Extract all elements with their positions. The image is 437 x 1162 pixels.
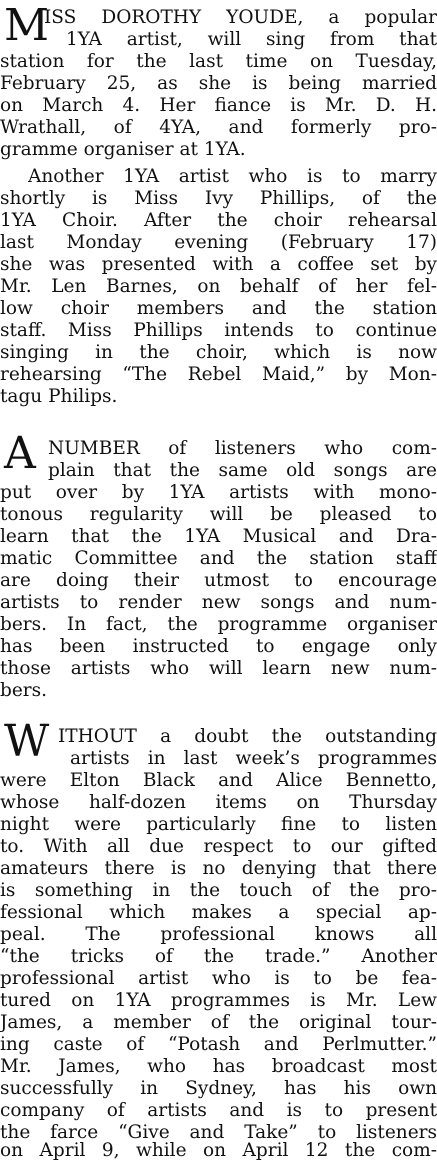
- article-line: company of artists and is to present: [0, 1100, 437, 1121]
- article-line: tagu Philips.: [0, 386, 118, 407]
- article-line: were Elton Black and Alice Bennetto,: [0, 770, 437, 791]
- article-line: whose half-dozen items on Thursday: [0, 792, 437, 813]
- article-line: on April 9, while on April 12 the com-: [0, 1140, 437, 1161]
- article-line: February 25, as she is being married: [0, 73, 437, 94]
- article-line: bers. In fact, the programme organiser: [0, 614, 437, 635]
- article-line: ing caste of “Potash and Perlmutter.”: [0, 1034, 437, 1055]
- article-line: learn that the 1YA Musical and Dra-: [0, 526, 437, 547]
- drop-cap: W: [4, 716, 50, 767]
- article-line: last Monday evening (February 17): [0, 232, 437, 253]
- article-line: on March 4. Her fiance is Mr. D. H.: [0, 95, 437, 116]
- article-line: ITHOUT a doubt the outstanding: [58, 726, 437, 747]
- article-line: Mr. James, who has broadcast most: [0, 1056, 437, 1077]
- article-line: fessional which makes a special ap-: [0, 902, 437, 923]
- article-line: NUMBER of listeners who com-: [48, 438, 437, 459]
- article-line: staff. Miss Phillips intends to continue: [0, 320, 437, 341]
- article-line: James, a member of the original tour-: [0, 1012, 437, 1033]
- article-line: successfully in Sydney, has his own: [0, 1078, 437, 1099]
- article-line: station for the last time on Tuesday,: [0, 51, 437, 72]
- article-line: peal. The professional knows all: [0, 924, 437, 945]
- article-line: artists to render new songs and num-: [0, 592, 437, 613]
- drop-cap: A: [4, 428, 36, 479]
- article-line: low choir members and the station: [0, 298, 437, 319]
- article-line: 1YA artist, will sing from that: [66, 29, 437, 50]
- article-line: night were particularly fine to listen: [0, 814, 437, 835]
- article-line: plain that the same old songs are: [48, 460, 437, 481]
- article-line: 1YA Choir. After the choir rehearsal: [0, 210, 437, 231]
- article-line: Another 1YA artist who is to marry: [28, 166, 437, 187]
- article-line: ISS DOROTHY YOUDE, a popular: [44, 7, 437, 28]
- article-line: singing in the choir, which is now: [0, 342, 437, 363]
- article-line: tonous regularity will be pleased to: [0, 504, 437, 525]
- article-line: to. With all due respect to our gifted: [0, 836, 437, 857]
- drop-cap: M: [4, 0, 50, 51]
- article-line: artists in last week’s programmes: [70, 748, 437, 769]
- article-line: shortly is Miss Ivy Phillips, of the: [0, 188, 437, 209]
- article-line: matic Committee and the station staff: [0, 548, 437, 569]
- article-line: are doing their utmost to encourage: [0, 570, 437, 591]
- article-line: bers.: [0, 680, 48, 701]
- article-line: rehearsing “The Rebel Maid,” by Mon-: [0, 364, 437, 385]
- article-line: the farce “Give and Take” to listeners: [0, 1122, 437, 1143]
- article-line: those artists who will learn new num-: [0, 658, 437, 679]
- article-line: amateurs there is no denying that there: [0, 858, 437, 879]
- article-line: “the tricks of the trade.” Another: [0, 946, 437, 967]
- article-line: is something in the touch of the pro-: [0, 880, 437, 901]
- article-line: tured on 1YA programmes is Mr. Lew: [0, 990, 437, 1011]
- article-line: Mr. Len Barnes, on behalf of her fel-: [0, 276, 437, 297]
- article-line: professional artist who is to be fea-: [0, 968, 437, 989]
- article-line: Wrathall, of 4YA, and formerly pro-: [0, 117, 437, 138]
- article-line: she was presented with a coffee set by: [0, 254, 437, 275]
- article-line: has been instructed to engage only: [0, 636, 437, 657]
- article-line: gramme organiser at 1YA.: [0, 139, 246, 160]
- article-line: put over by 1YA artists with mono-: [0, 482, 437, 503]
